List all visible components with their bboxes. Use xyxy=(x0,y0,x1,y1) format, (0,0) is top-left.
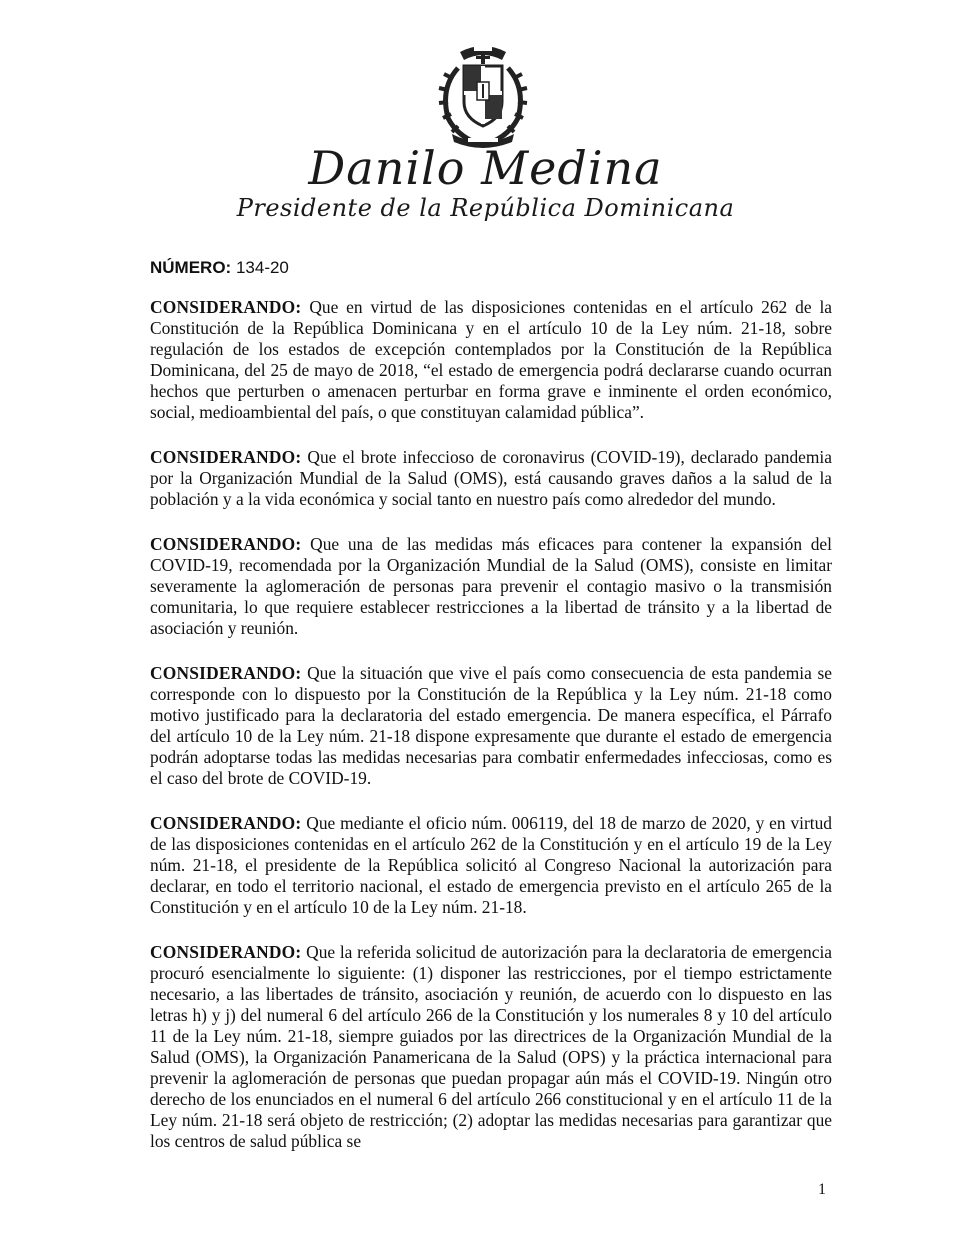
paragraph-lead: CONSIDERANDO: xyxy=(150,297,302,317)
document-body xyxy=(150,297,832,1176)
paragraph-lead: CONSIDERANDO: xyxy=(150,942,302,962)
paragraph-text: Que en virtud de las disposiciones contenidas en el artículo 262 de la Constitución de la República Dominicana y en el artículo 10 de la Ley núm. 21-18, sobre regulación de los estados de excepción contemplados por la Constitución de la República Dominicana, del 25 de mayo de 2018, “el estado de emergencia podrá declararse cuando ocurran hechos que perturben o amenacen perturbar en forma grave e inminente el orden económico, social, medioambiental del país, o que constituyan calamidad pública”. xyxy=(150,297,832,422)
considerando-paragraph xyxy=(150,813,832,918)
paragraph-text: Que el brote infeccioso de coronavirus (COVID-19), declarado pandemia por la Organización Mundial de la Salud (OMS), está causando graves daños a la salud de la población y a la vida económica y social tanto en nuestro país como alrededor del mundo. xyxy=(150,447,832,509)
paragraph-lead: CONSIDERANDO: xyxy=(150,663,302,683)
letterhead-name: Danilo Medina xyxy=(308,141,663,195)
document-number-value: 134-20 xyxy=(235,258,289,277)
considerando-paragraph xyxy=(150,297,832,423)
paragraph-text: Que mediante el oficio núm. 006119, del 18 de marzo de 2020, y en virtud de las disposiciones contenidas en el artículo 262 de la Constitución y en el artículo 19 de la Ley núm. 21-18, el presidente de la República solicitó al Congreso Nacional la autorización para declarar, en todo el territorio nacional, el estado de emergencia previsto en el artículo 265 de la Constitución y en el artículo 10 de la Ley núm. 21-18. xyxy=(150,813,832,917)
coat-of-arms-icon xyxy=(430,38,536,150)
paragraph-lead: CONSIDERANDO: xyxy=(150,447,302,467)
paragraph-text: Que la referida solicitud de autorización para la declaratoria de emergencia procuró esencialmente lo siguiente: (1) disponer las restricciones, por el tiempo estrictamente necesario, a las libertades de tránsito, asociación y reunión, de acuerdo con lo dispuesto en las letras h) y j) del numeral 6 del artículo 266 de la Constitución y los numerales 8 y 10 del artículo 11 de la Ley núm. 21-18, siempre guiados por las directrices de la Organización Mundial de la Salud (OMS), la Organización Panamericana de la Salud (OPS) y la práctica internacional para prevenir la aglomeración de personas que puedan propagar aún más el COVID-19. Ningún otro derecho de los enunciados en el numeral 6 del artículo 266 constitucional y en el artículo 11 de la Ley núm. 21-18 será objeto de restricción; (2) adoptar las medidas necesarias para garantizar que los centros de salud pública se xyxy=(150,942,832,1151)
page-number: 1 xyxy=(818,1181,826,1198)
paragraph-lead: CONSIDERANDO: xyxy=(150,534,302,554)
document-number xyxy=(150,256,289,280)
considerando-paragraph xyxy=(150,663,832,789)
document-number-label: NÚMERO: xyxy=(150,258,232,277)
considerando-paragraph xyxy=(150,942,832,1152)
paragraph-lead: CONSIDERANDO: xyxy=(150,813,302,833)
paragraph-text: Que la situación que vive el país como consecuencia de esta pandemia se corresponde con lo dispuesto por la Constitución de la República y la Ley núm. 21-18 como motivo justificado para la declaratoria del estado emergencia. De manera específica, el Párrafo del artículo 10 de la Ley núm. 21-18 dispone expresamente que durante el estado de emergencia podrán adoptarse todas las medidas necesarias para combatir enfermedades infecciosas, como es el caso del brote de COVID-19. xyxy=(150,663,832,788)
considerando-paragraph xyxy=(150,447,832,510)
considerando-paragraph xyxy=(150,534,832,639)
paragraph-text: Que una de las medidas más eficaces para contener la expansión del COVID-19, recomendada por la Organización Mundial de la Salud (OMS), consiste en limitar severamente la aglomeración de personas para prevenir el contagio masivo o la transmisión comunitaria, lo que requiere establecer restricciones a la libertad de tránsito y a la libertad de asociación y reunión. xyxy=(150,534,832,638)
letterhead-title: Presidente de la República Dominicana xyxy=(236,194,735,222)
